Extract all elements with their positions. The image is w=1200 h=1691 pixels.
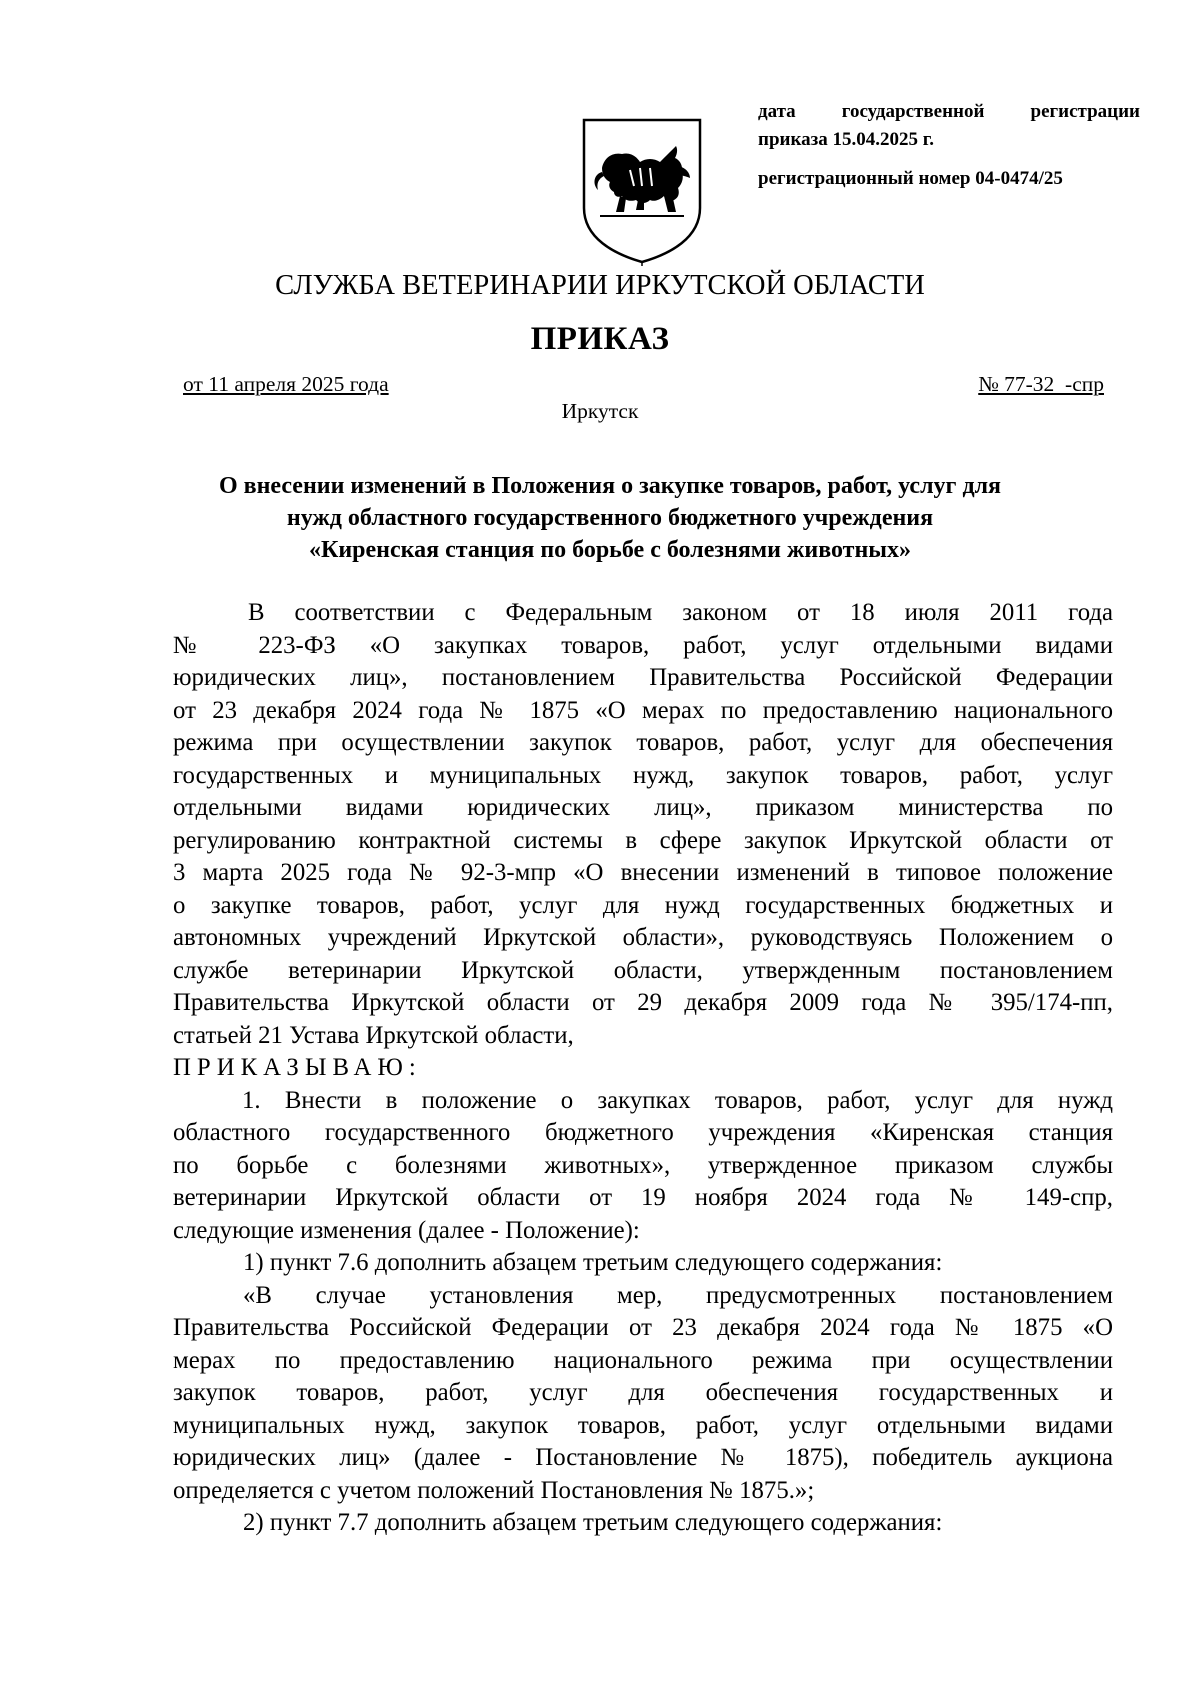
preamble-line: регулированию контрактной системы в сфере закупок Иркутской области от xyxy=(173,826,1113,854)
quote1-line: мерах по предоставлению национального режима при осуществлении xyxy=(173,1346,1113,1374)
preamble-line: отдельными видами юридических лиц», приказом министерства по xyxy=(173,794,1113,821)
item1-line: областного государственного бюджетного учреждения «Киренская станция xyxy=(173,1119,1113,1146)
preamble-line: № 223-ФЗ «О закупках товаров, работ, услуг отдельными видами xyxy=(173,631,1113,659)
order-city: Иркутск xyxy=(561,399,639,423)
order-number: № 77-32 -спр xyxy=(978,372,1104,396)
subitem-2: 2) пункт 7.7 дополнить абзацем третьим следующего содержания: xyxy=(243,1509,943,1536)
subitem-1: 1) пункт 7.6 дополнить абзацем третьим следующего содержания: xyxy=(243,1249,943,1276)
item1-line: 1. Внести в положение о закупках товаров, работ, услуг для нужд xyxy=(242,1086,1113,1114)
registration-date-value: приказа 15.04.2025 г. xyxy=(758,129,934,150)
order-body xyxy=(173,597,1113,1540)
quote1-line: муниципальных нужд, закупок товаров, работ, услуг отдельными видами xyxy=(173,1411,1113,1439)
quote1-line: Правительства Российской Федерации от 23 декабря 2024 года № 1875 «О xyxy=(173,1314,1113,1341)
coat-of-arms-icon xyxy=(580,116,704,266)
subject-line: О внесении изменений в Положения о закупке товаров, работ, услуг для xyxy=(218,473,1002,499)
preamble-line: режима при осуществлении закупок товаров, работ, услуг для обеспечения xyxy=(173,729,1113,756)
order-directive: ПРИКАЗЫВАЮ: xyxy=(173,1054,422,1081)
preamble-line: В соответствии с Федеральным законом от 18 июля 2011 года xyxy=(248,599,1113,626)
preamble-line: статьей 21 Устава Иркутской области, xyxy=(173,1021,574,1049)
item1-line: следующие изменения (далее - Положение): xyxy=(173,1216,640,1244)
preamble-line: Правительства Иркутской области от 29 декабря 2009 года № 395/174-пп, xyxy=(173,989,1113,1016)
quote1-line: определяется с учетом положений Постановления № 1875.»; xyxy=(173,1476,815,1504)
registration-info xyxy=(758,98,1140,193)
preamble-line: от 23 декабря 2024 года № 1875 «О мерах по предоставлению национального xyxy=(173,696,1113,724)
preamble-line: службе ветеринарии Иркутской области, утвержденным постановлением xyxy=(173,956,1113,984)
order-date: от 11 апреля 2025 года xyxy=(183,372,389,396)
registration-date-label: дата государственной регистрации xyxy=(758,101,1140,122)
preamble-line: автономных учреждений Иркутской области», руководствуясь Положением о xyxy=(173,924,1113,951)
preamble-line: государственных и муниципальных нужд, закупок товаров, работ, услуг xyxy=(173,761,1113,789)
preamble-line: о закупке товаров, работ, услуг для нужд государственных бюджетных и xyxy=(173,891,1113,919)
quote1-line: юридических лиц» (далее - Постановление № 1875), победитель аукциона xyxy=(173,1444,1113,1471)
registration-number: регистрационный номер 04-0474/25 xyxy=(758,168,1063,189)
agency-name: СЛУЖБА ВЕТЕРИНАРИИ ИРКУТСКОЙ ОБЛАСТИ xyxy=(275,270,925,301)
preamble-line: юридических лиц», постановлением Правительства Российской Федерации xyxy=(173,664,1113,691)
order-subject xyxy=(150,470,1070,566)
item1-line: ветеринарии Иркутской области от 19 ноября 2024 года № 149-спр, xyxy=(173,1184,1113,1211)
subject-line: нужд областного государственного бюджетного учреждения xyxy=(286,505,934,531)
subject-line: «Киренская станция по борьбе с болезнями животных» xyxy=(308,537,912,563)
document-type-title: ПРИКАЗ xyxy=(530,321,670,357)
item1-line: по борьбе с болезнями животных», утвержденное приказом службы xyxy=(173,1151,1113,1179)
quote1-line: «В случае установления мер, предусмотренных постановлением xyxy=(243,1281,1113,1309)
preamble-line: 3 марта 2025 года № 92-3-мпр «О внесении изменений в типовое положение xyxy=(173,859,1113,886)
quote1-line: закупок товаров, работ, услуг для обеспечения государственных и xyxy=(173,1379,1113,1406)
